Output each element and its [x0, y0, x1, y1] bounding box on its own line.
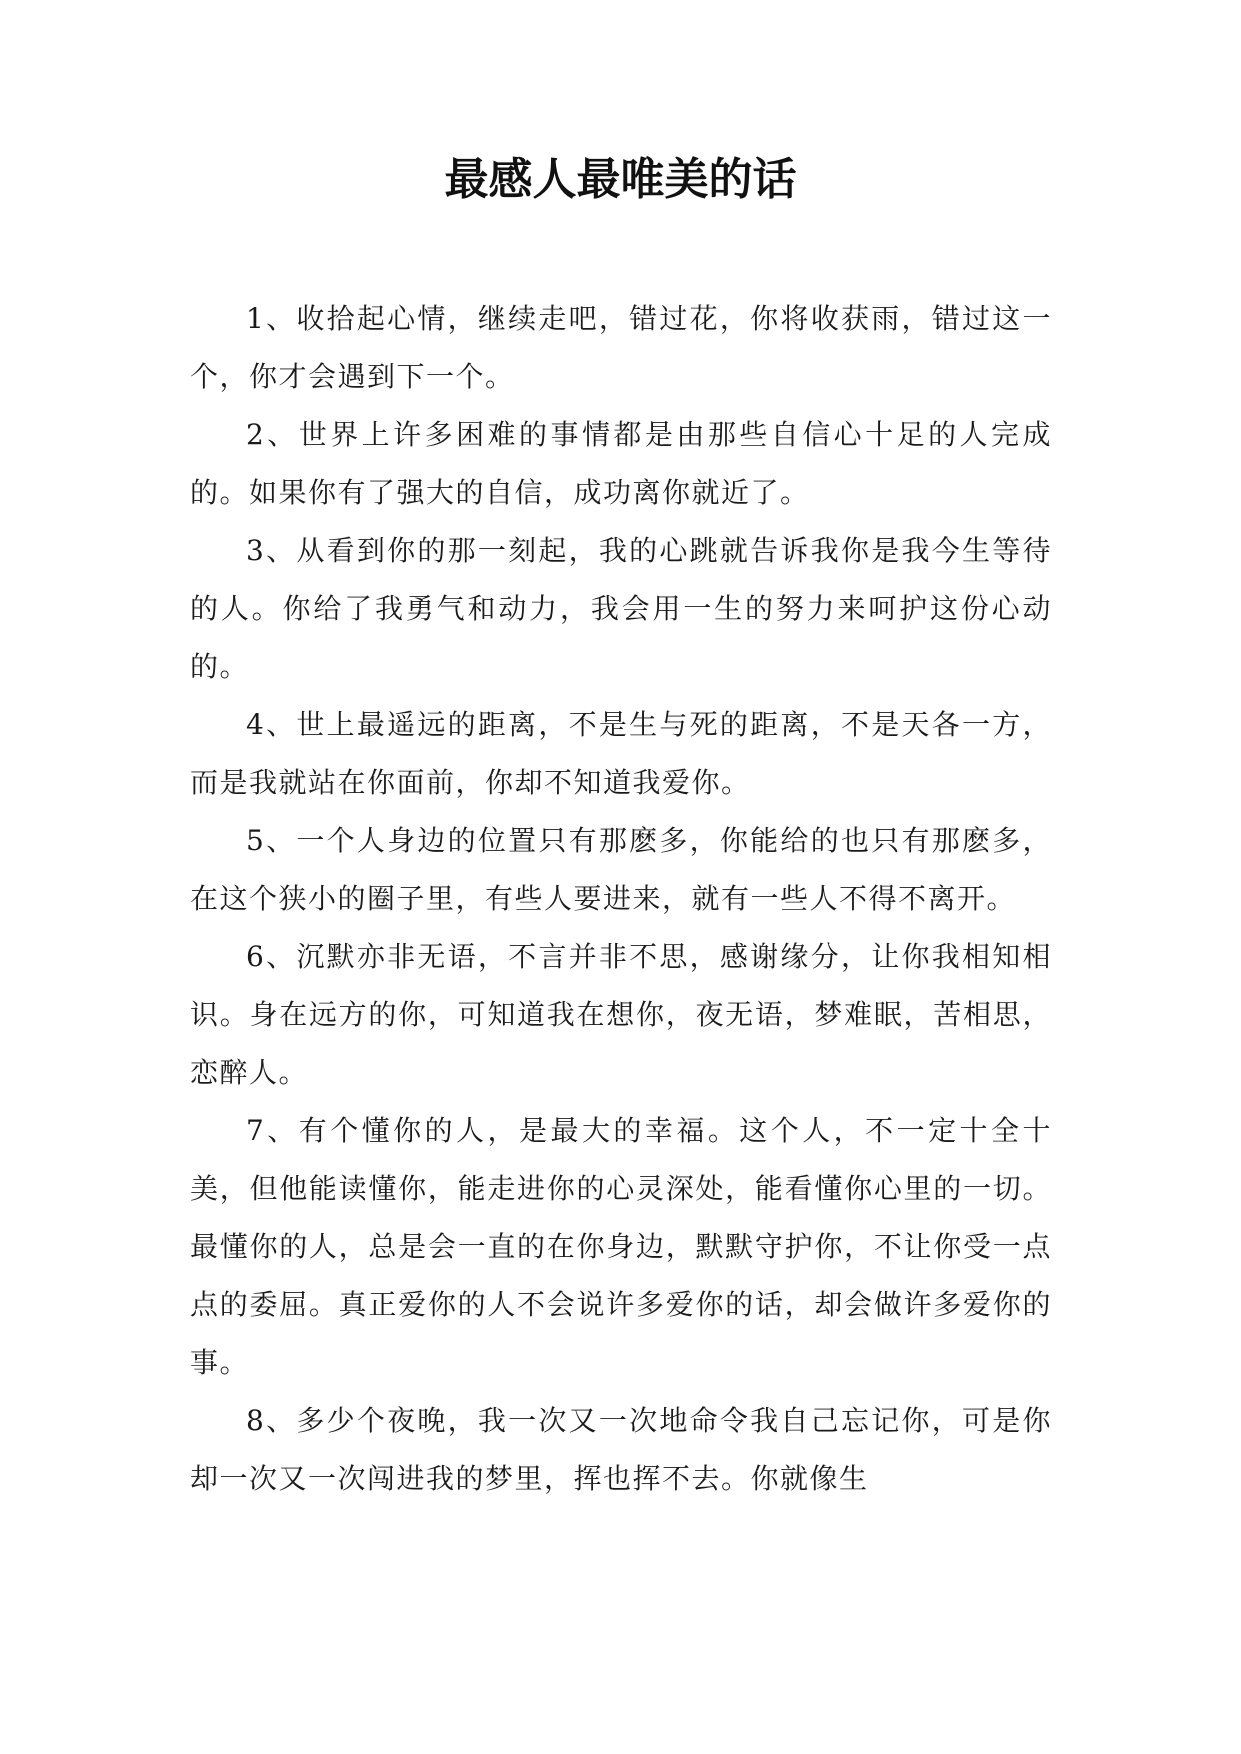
paragraph-4: 4、世上最遥远的距离，不是生与死的距离，不是天各一方，而是我就站在你面前，你却不知道我爱你。	[190, 708, 1052, 799]
paragraph-8: 8、多少个夜晚，我一次又一次地命令我自己忘记你，可是你却一次又一次闯进我的梦里，挥也挥不去。你就像生	[190, 1404, 1052, 1495]
paragraph-3: 3、从看到你的那一刻起，我的心跳就告诉我你是我今生等待的人。你给了我勇气和动力，我会用一生的努力来呵护这份心动的。	[190, 534, 1052, 683]
document-title: 最感人最唯美的话	[444, 154, 797, 205]
paragraph-1: 1、收拾起心情，继续走吧，错过花，你将收获雨，错过这一个，你才会遇到下一个。	[190, 302, 1052, 393]
paragraph-7: 7、有个懂你的人，是最大的幸福。这个人，不一定十全十美，但他能读懂你，能走进你的心灵深处，能看懂你心里的一切。最懂你的人，总是会一直的在你身边，默默守护你，不让你受一点点的委屈。真正爱你的人不会说许多爱你的话，却会做许多爱你的事。	[190, 1114, 1052, 1379]
paragraph-5: 5、一个人身边的位置只有那麽多，你能给的也只有那麽多，在这个狭小的圈子里，有些人要进来，就有一些人不得不离开。	[190, 824, 1052, 915]
paragraph-6: 6、沉默亦非无语，不言并非不思，感谢缘分，让你我相知相识。身在远方的你，可知道我在想你，夜无语，梦难眠，苦相思，恋醉人。	[190, 940, 1052, 1089]
paragraph-2: 2、世界上许多困难的事情都是由那些自信心十足的人完成的。如果你有了强大的自信，成功离你就近了。	[190, 418, 1052, 509]
document-body	[190, 290, 1052, 1508]
